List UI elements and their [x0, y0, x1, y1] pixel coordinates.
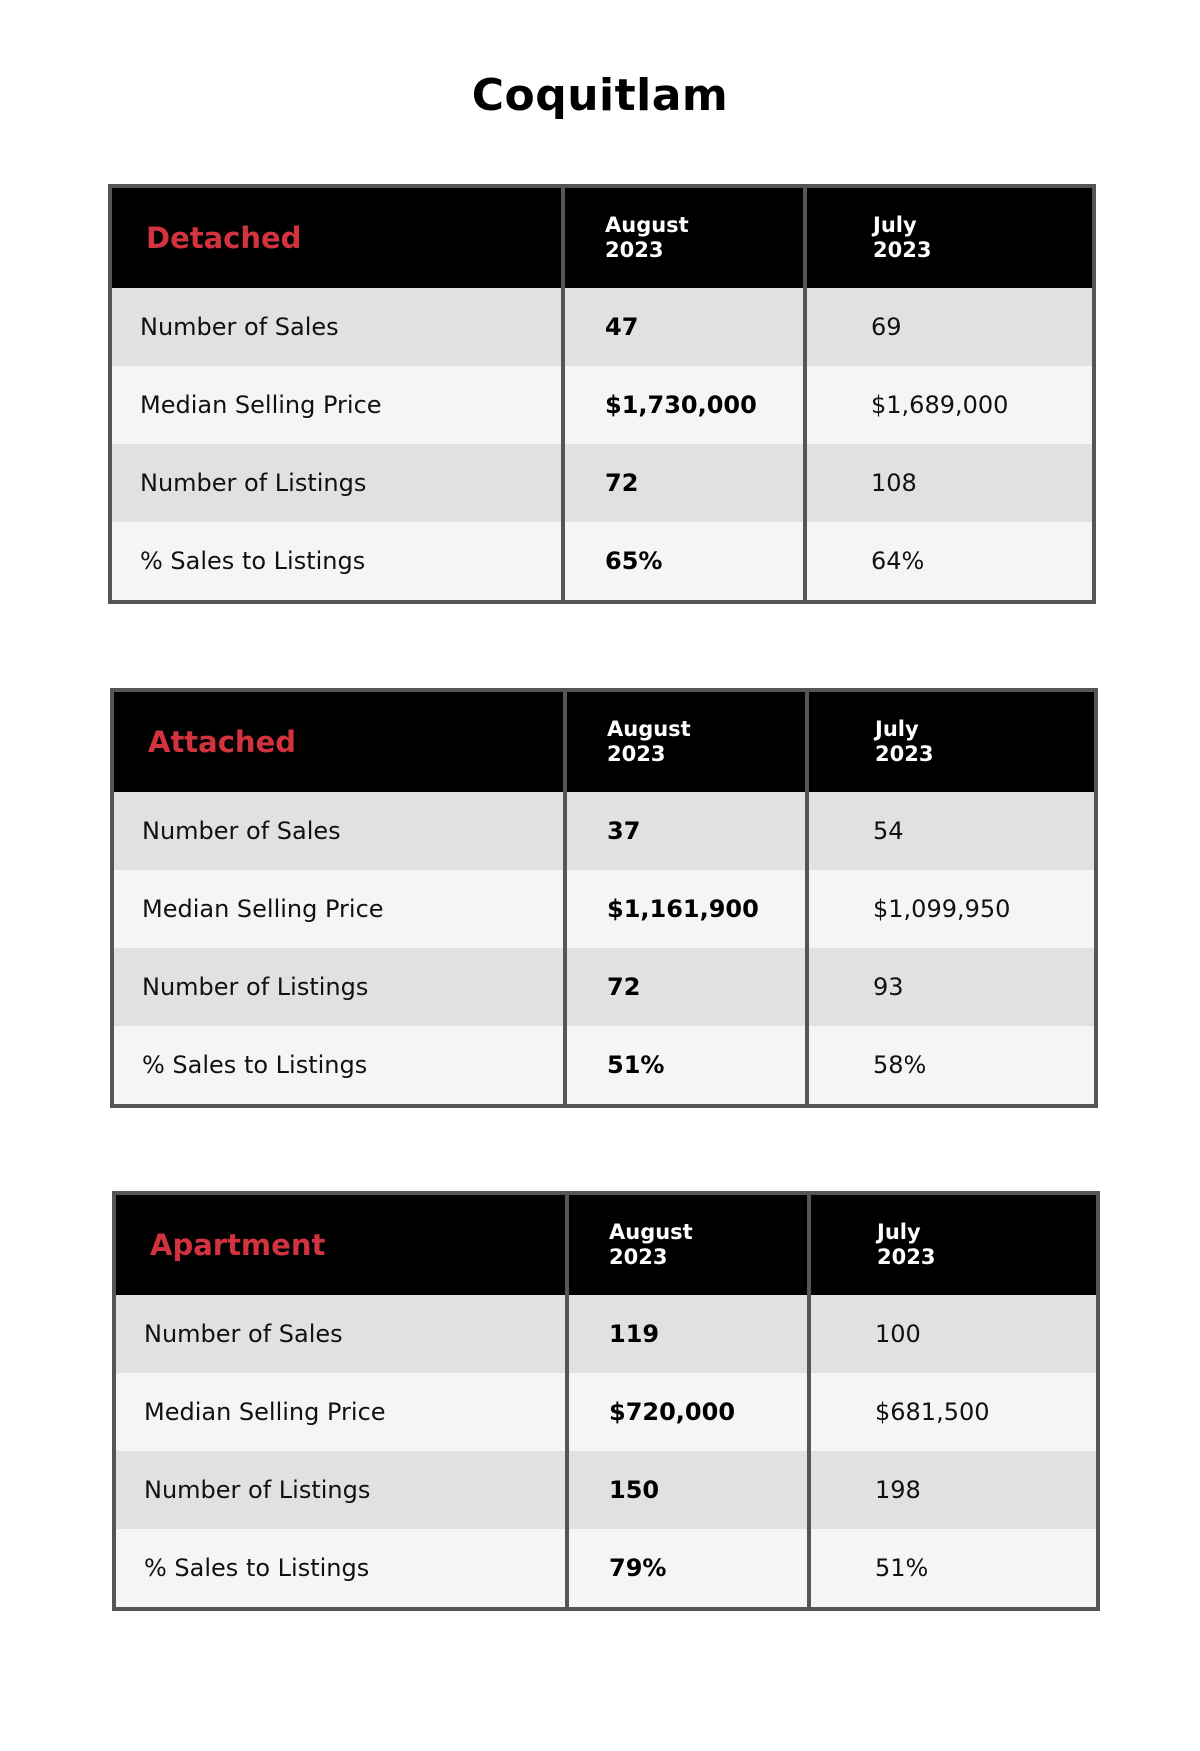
current-period-header: [565, 690, 807, 792]
metric-label: Number of Listings: [112, 948, 565, 1026]
current-value: $1,730,000: [563, 366, 805, 444]
previous-period-header: [807, 690, 1096, 792]
table-row: [110, 522, 1094, 602]
attached-stats-table: [110, 688, 1098, 1108]
previous-month-label: July: [877, 1220, 921, 1244]
previous-value: 64%: [805, 522, 1094, 602]
table-row: [114, 1529, 1098, 1609]
current-month-label: August: [607, 717, 691, 741]
current-value: 65%: [563, 522, 805, 602]
metric-label: Median Selling Price: [112, 870, 565, 948]
table-row: [114, 1373, 1098, 1451]
metric-label: Median Selling Price: [110, 366, 563, 444]
previous-value: $1,099,950: [807, 870, 1096, 948]
property-type-header: [112, 690, 565, 792]
table-row: [110, 366, 1094, 444]
current-year-label: 2023: [607, 742, 666, 766]
current-value: 72: [565, 948, 807, 1026]
previous-value: $681,500: [809, 1373, 1098, 1451]
previous-period-header: [805, 186, 1094, 288]
previous-value: 69: [805, 288, 1094, 366]
metric-label: % Sales to Listings: [112, 1026, 565, 1106]
previous-value: 198: [809, 1451, 1098, 1529]
property-type-label: Detached: [146, 221, 302, 255]
metric-label: Number of Sales: [112, 792, 565, 870]
previous-month-label: July: [873, 213, 917, 237]
current-value: 72: [563, 444, 805, 522]
table-row: [114, 1295, 1098, 1373]
table-row: [112, 792, 1096, 870]
current-month-label: August: [605, 213, 689, 237]
previous-year-label: 2023: [875, 742, 934, 766]
current-value: $1,161,900: [565, 870, 807, 948]
table-row: [112, 870, 1096, 948]
current-value: 150: [567, 1451, 809, 1529]
metric-label: % Sales to Listings: [110, 522, 563, 602]
current-value: 37: [565, 792, 807, 870]
current-value: 47: [563, 288, 805, 366]
previous-value: 54: [807, 792, 1096, 870]
current-year-label: 2023: [605, 238, 664, 262]
previous-year-label: 2023: [877, 1245, 936, 1269]
current-year-label: 2023: [609, 1245, 668, 1269]
page-title: Coquitlam: [471, 70, 729, 121]
current-value: 119: [567, 1295, 809, 1373]
current-value: 79%: [567, 1529, 809, 1609]
previous-month-label: July: [875, 717, 919, 741]
previous-value: $1,689,000: [805, 366, 1094, 444]
detached-stats-table: [108, 184, 1096, 604]
metric-label: Number of Sales: [110, 288, 563, 366]
table-header-row: [112, 690, 1096, 792]
table-row: [110, 444, 1094, 522]
table-header-row: [114, 1193, 1098, 1295]
apartment-stats-table: [112, 1191, 1100, 1611]
previous-value: 58%: [807, 1026, 1096, 1106]
property-type-header: [110, 186, 563, 288]
current-value: $720,000: [567, 1373, 809, 1451]
previous-period-header: [809, 1193, 1098, 1295]
property-type-label: Apartment: [150, 1228, 326, 1262]
current-period-header: [567, 1193, 809, 1295]
previous-value: 100: [809, 1295, 1098, 1373]
metric-label: Number of Listings: [114, 1451, 567, 1529]
previous-year-label: 2023: [873, 238, 932, 262]
table-row: [112, 1026, 1096, 1106]
metric-label: Median Selling Price: [114, 1373, 567, 1451]
previous-value: 93: [807, 948, 1096, 1026]
table-row: [110, 288, 1094, 366]
metric-label: Number of Listings: [110, 444, 563, 522]
property-type-label: Attached: [148, 725, 297, 759]
table-row: [112, 948, 1096, 1026]
current-value: 51%: [565, 1026, 807, 1106]
table-row: [114, 1451, 1098, 1529]
current-period-header: [563, 186, 805, 288]
current-month-label: August: [609, 1220, 693, 1244]
table-header-row: [110, 186, 1094, 288]
previous-value: 108: [805, 444, 1094, 522]
metric-label: Number of Sales: [114, 1295, 567, 1373]
previous-value: 51%: [809, 1529, 1098, 1609]
metric-label: % Sales to Listings: [114, 1529, 567, 1609]
property-type-header: [114, 1193, 567, 1295]
